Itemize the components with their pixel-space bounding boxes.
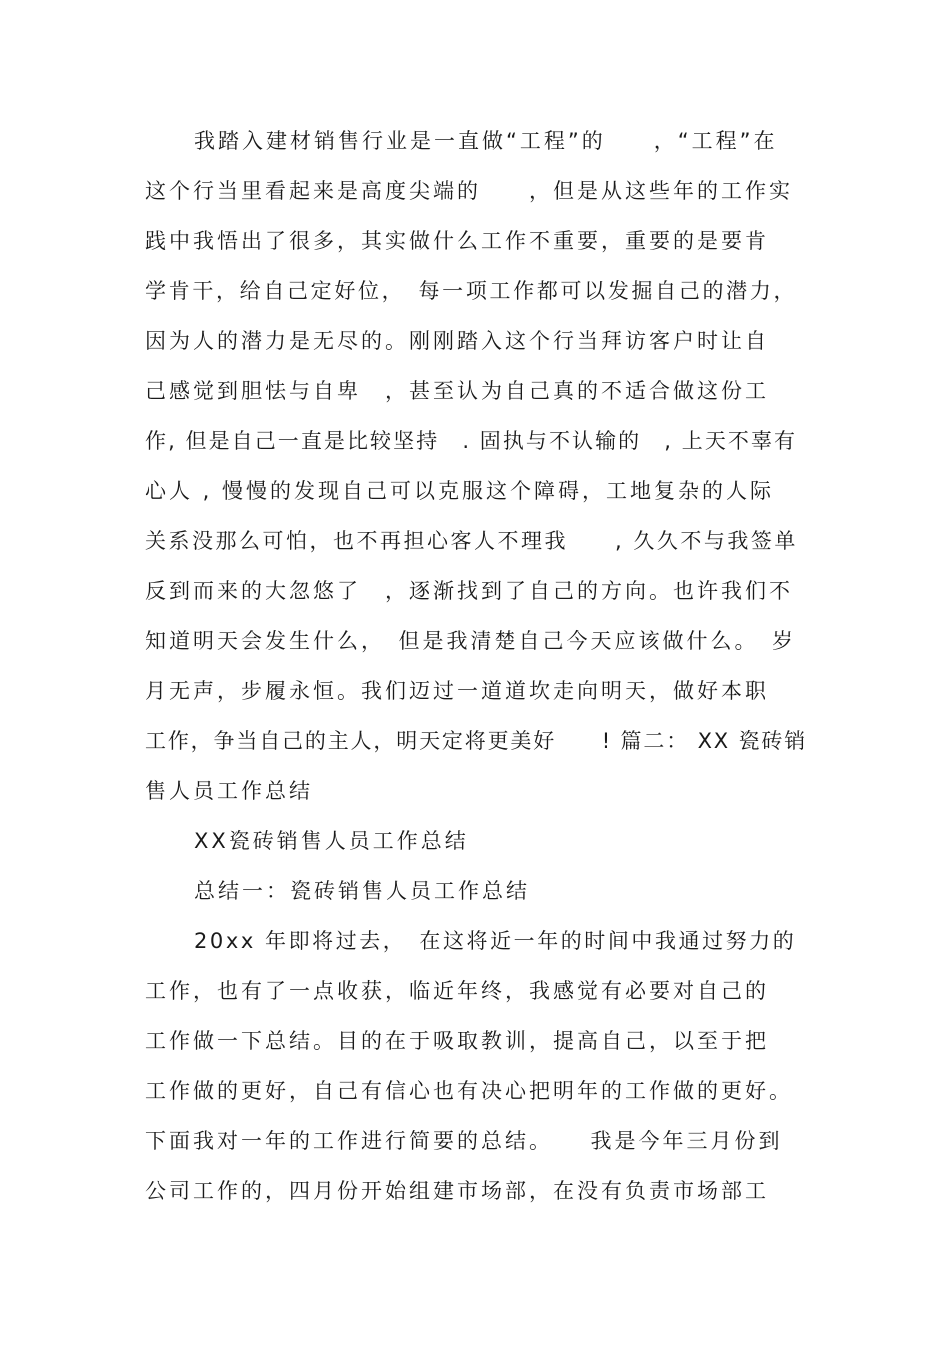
text-line: 下面我对一年的工作进行简要的总结。 我是今年三月份到 xyxy=(145,1129,783,1153)
text-line: 作, 但是自己一直是比较坚持 . 固执与不认输的 , 上天不辜有 xyxy=(145,429,798,453)
text-line: 知道明天会发生什么， 但是我清楚自己今天应该做什么。 岁 xyxy=(145,629,796,653)
section-heading: XX瓷砖销售人员工作总结 xyxy=(194,829,469,853)
text-line: 售人员工作总结 xyxy=(145,779,313,803)
text-line: 工作，争当自己的主人，明天定将更美好 ! 篇二： XX 瓷砖销 xyxy=(145,729,808,753)
text-line: 工作，也有了一点收获，临近年终，我感觉有必要对自己的 xyxy=(145,979,769,1003)
text-line: 我踏入建材销售行业是一直做“工程”的 ，“工程”在 xyxy=(194,129,778,153)
text-line: 反到而来的大忽悠了 ，逐渐找到了自己的方向。也许我们不 xyxy=(145,579,793,603)
text-line: 己感觉到胆怯与自卑 ，甚至认为自己真的不适合做这份工 xyxy=(145,379,769,403)
section-subheading: 总结一：瓷砖销售人员工作总结 xyxy=(194,879,530,903)
text-line: 因为人的潜力是无尽的。刚刚踏入这个行当拜访客户时让自 xyxy=(145,329,769,353)
text-line: 关系没那么可怕，也不再担心客人不理我 , 久久不与我签单 xyxy=(145,529,798,553)
text-line: 20xx 年即将过去， 在这将近一年的时间中我通过努力的 xyxy=(194,929,797,953)
text-line: 这个行当里看起来是高度尖端的 ，但是从这些年的工作实 xyxy=(145,179,793,203)
text-line: 践中我悟出了很多，其实做什么工作不重要，重要的是要肯 xyxy=(145,229,769,253)
text-line: 工作做一下总结。目的在于吸取教训，提高自己，以至于把 xyxy=(145,1029,769,1053)
text-line: 公司工作的，四月份开始组建市场部，在没有负责市场部工 xyxy=(145,1179,769,1203)
text-line: 心人 , 慢慢的发现自己可以克服这个障碍，工地复杂的人际 xyxy=(145,479,775,503)
text-line: 月无声，步履永恒。我们迈过一道道坎走向明天，做好本职 xyxy=(145,679,769,703)
text-line: 学肯干，给自己定好位， 每一项工作都可以发掘自己的潜力， xyxy=(145,279,798,303)
text-line: 工作做的更好，自己有信心也有决心把明年的工作做的更好。 xyxy=(145,1079,793,1103)
